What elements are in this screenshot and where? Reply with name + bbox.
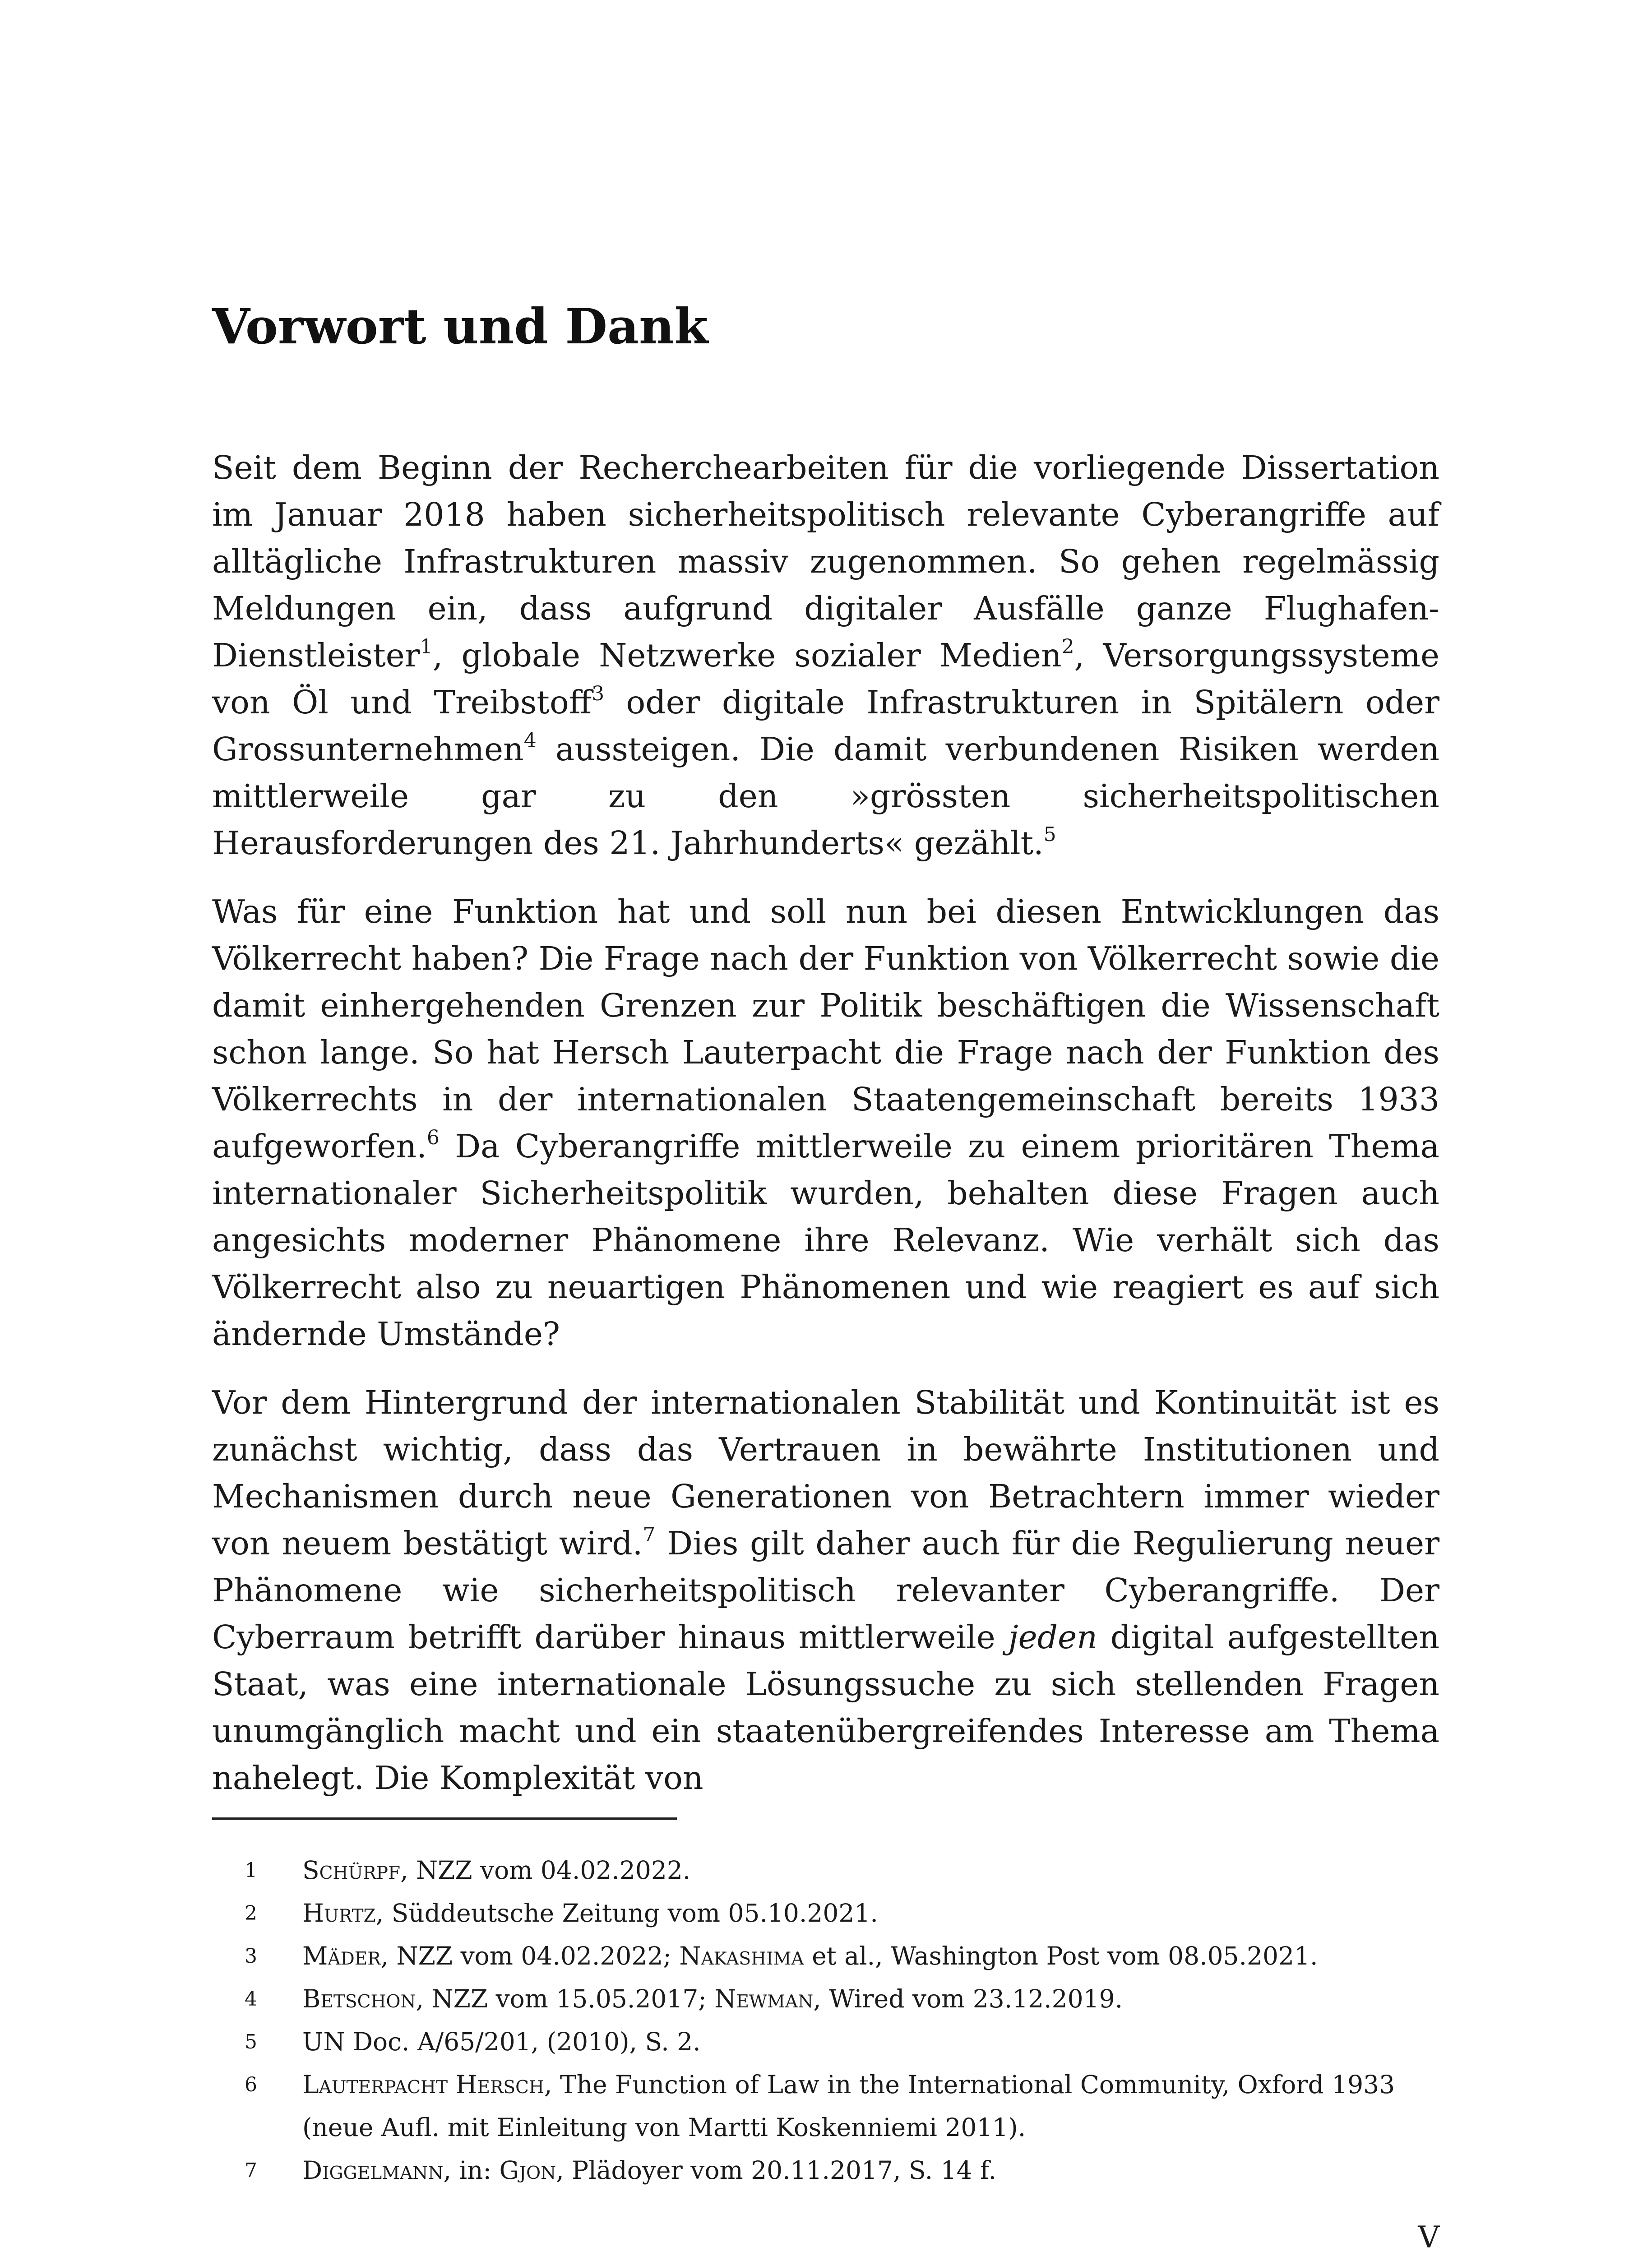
footnote-number: 3 <box>245 1945 257 1968</box>
footnote-number: 4 <box>245 1988 257 2011</box>
author-name: Mäder <box>302 1942 381 1970</box>
text-run: , Süddeutsche Zeitung vom 05.10.2021. <box>375 1899 878 1928</box>
footnote-reference: 5 <box>1043 823 1056 846</box>
text-run: et al., Washington Post vom 08.05.2021. <box>804 1942 1318 1970</box>
footnote-reference: 1 <box>420 635 433 659</box>
footnote-text <box>302 1978 1439 2020</box>
body-text <box>212 444 1439 1802</box>
text-run: , The Function of Law in the International Community, Oxford 1933 (neue Aufl. mit Einleitung von Martti Koskenniemi 2011). <box>302 2070 1395 2142</box>
text-run: Da Cyberangriffe mittlerweile zu einem prioritären Thema internationaler Sicherheitspolitik wurden, behalten diese Fragen auch angesichts moderner Phänomene ihre Relevanz. Wie verhält sich das Völkerrecht also zu neuartigen Phänomenen und wie reagiert es auf sich ändernde Umstände? <box>212 1128 1439 1353</box>
footnote-text <box>302 1849 1439 1892</box>
footnote-reference: 7 <box>643 1523 656 1547</box>
text-run: Vor dem Hintergrund der internationalen Stabilität und Kontinuität ist es zunächst wichtig, dass das Vertrauen in bewährte Institutionen und Mechanismen durch neue Generationen von Betrachtern immer wieder von neuem bestätigt wird. <box>212 1384 1439 1562</box>
author-name: Schürpf <box>302 1856 401 1885</box>
footnote <box>212 2020 1439 2063</box>
footnote-reference: 4 <box>523 729 537 753</box>
author-name: Betschon <box>302 1984 416 2013</box>
author-name: Lauterpacht Hersch <box>302 2070 544 2099</box>
footnote-separator <box>212 1817 677 1820</box>
footnote <box>212 2063 1439 2149</box>
body-paragraph <box>212 888 1439 1358</box>
footnote-number: 1 <box>245 1859 257 1882</box>
author-name: Gjon <box>499 2156 556 2185</box>
body-paragraph <box>212 444 1439 867</box>
text-run: Was für eine Funktion hat und soll nun bei diesen Entwicklungen das Völkerrecht haben? Die Frage nach der Funktion von Völkerrecht sowie die damit einhergehenden Grenzen zur Politik beschäftigen die Wissenschaft schon lange. So hat Hersch Lauterpacht die Frage nach der Funktion des Völkerrechts in der internationalen Staatengemeinschaft bereits 1933 aufgeworfen. <box>212 893 1439 1165</box>
chapter-heading: Vorwort und Dank <box>212 298 708 355</box>
text-run: , NZZ vom 04.02.2022; <box>380 1942 680 1970</box>
footnote-text <box>302 2020 1439 2063</box>
footnote-text <box>302 1935 1439 1978</box>
footnote-reference: 2 <box>1061 635 1074 659</box>
footnote-text <box>302 2063 1439 2149</box>
text-run: , Wired vom 23.12.2019. <box>813 1984 1123 2013</box>
emphasis-text: jeden <box>1008 1618 1097 1656</box>
footnote-text <box>302 2149 1439 2192</box>
footnote <box>212 2149 1439 2192</box>
text-run: , NZZ vom 04.02.2022. <box>400 1856 691 1885</box>
text-run: digital aufgestellten Staat, was eine internationale Lösungssuche zu sich stellenden Fragen unumgänglich macht und ein staatenübergreifendes Interesse am Thema nahelegt. Die Komplexität von <box>212 1618 1440 1797</box>
author-name: Newman <box>714 1984 814 2013</box>
footnote-reference: 6 <box>426 1126 440 1150</box>
text-run: , in: <box>443 2156 500 2185</box>
footnotes <box>212 1849 1439 2192</box>
footnote <box>212 1849 1439 1892</box>
text-run: Seit dem Beginn der Recherchearbeiten für die vorliegende Dissertation im Januar 2018 haben sicherheitspolitisch relevante Cyberangriffe auf alltägliche Infrastrukturen massiv zugenommen. So gehen regelmässig Meldungen ein, dass aufgrund digitaler Ausfälle ganze Flughafen-Dienstleister <box>212 449 1439 674</box>
text-run: , NZZ vom 15.05.2017; <box>416 1984 715 2013</box>
body-paragraph <box>212 1379 1439 1802</box>
text-run: oder digitale Infrastrukturen in Spitälern oder Grossunternehmen <box>212 684 1439 768</box>
page-number: V <box>1418 2220 1439 2255</box>
author-name: Diggelmann <box>302 2156 444 2185</box>
author-name: Hurtz <box>302 1899 376 1928</box>
text-run: UN Doc. A/65/201, (2010), S. 2. <box>302 2027 701 2056</box>
text-run: , Versorgungssysteme von Öl und Treibstoff <box>212 637 1440 721</box>
footnote-number: 6 <box>245 2073 257 2096</box>
footnote-text <box>302 1892 1439 1935</box>
author-name: Nakashima <box>679 1942 804 1970</box>
footnote <box>212 1978 1439 2020</box>
footnote <box>212 1935 1439 1978</box>
footnote-number: 5 <box>245 2030 257 2053</box>
footnote-number: 7 <box>245 2159 257 2182</box>
text-run: , globale Netzwerke sozialer Medien <box>432 637 1062 674</box>
footnote-reference: 3 <box>592 682 605 706</box>
text-run: Dies gilt daher auch für die Regulierung neuer Phänomene wie sicherheitspolitisch relevanter Cyberangriffe. Der Cyberraum betrifft darüber hinaus mittlerweile <box>212 1525 1440 1656</box>
footnote <box>212 1892 1439 1935</box>
footnote-number: 2 <box>245 1902 257 1925</box>
text-run: , Plädoyer vom 20.11.2017, S. 14 f. <box>556 2156 996 2185</box>
text-run: aussteigen. Die damit verbundenen Risiken werden mittlerweile gar zu den »grössten sicherheitspolitischen Herausforderungen des 21. Jahrhunderts« gezählt. <box>212 730 1439 862</box>
